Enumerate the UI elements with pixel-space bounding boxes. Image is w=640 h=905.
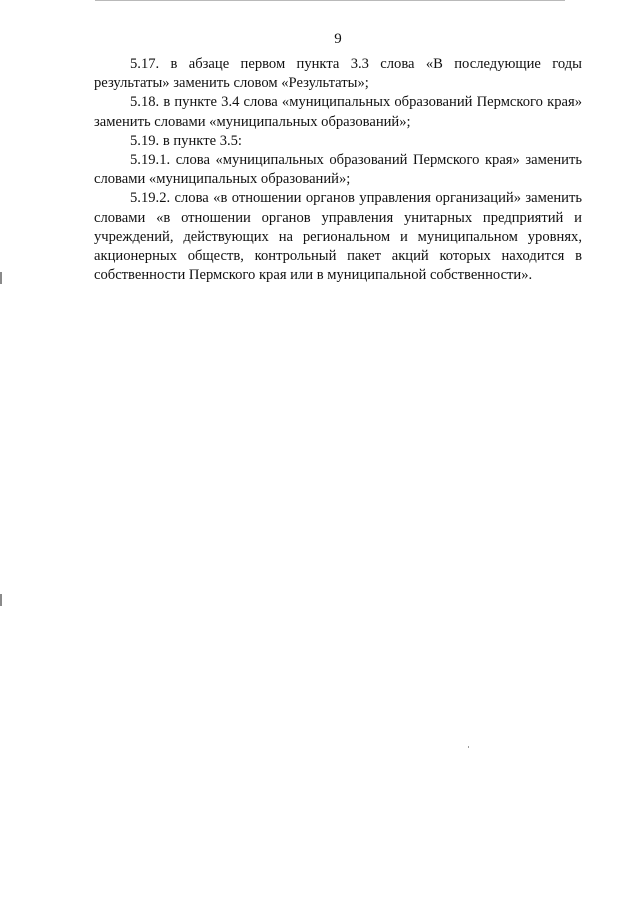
scan-top-edge-line — [95, 0, 565, 1]
scan-speck — [468, 746, 469, 748]
paragraph-5-19: 5.19. в пункте 3.5: — [130, 132, 242, 149]
paragraph-5-19-1: 5.19.1. слова «муниципальных образований Пермского края» заменить словами «муниципальных образований»; — [94, 152, 582, 188]
paragraph-5-17: 5.17. в абзаце первом пункта 3.3 слова «В последующие годы результаты» заменить словом «Результаты»; — [94, 56, 582, 92]
scan-edge-mark — [0, 272, 2, 284]
document-body — [94, 55, 582, 285]
paragraph-5-18: 5.18. в пункте 3.4 слова «муниципальных образований Пермского края» заменить словами «муниципальных образований»; — [94, 94, 582, 130]
page-number: 9 — [334, 31, 342, 47]
paragraph-5-19-2: 5.19.2. слова «в отношении органов управления организаций» заменить словами «в отношении органов управления унитарных предприятий и учреждений, действующих на региональном и муниципальном уровнях, акционерных обществ, контрольный пакет акций которых находится в собственности Пермского края или в муниципальной собственности». — [94, 190, 582, 284]
scan-edge-mark — [0, 594, 2, 606]
